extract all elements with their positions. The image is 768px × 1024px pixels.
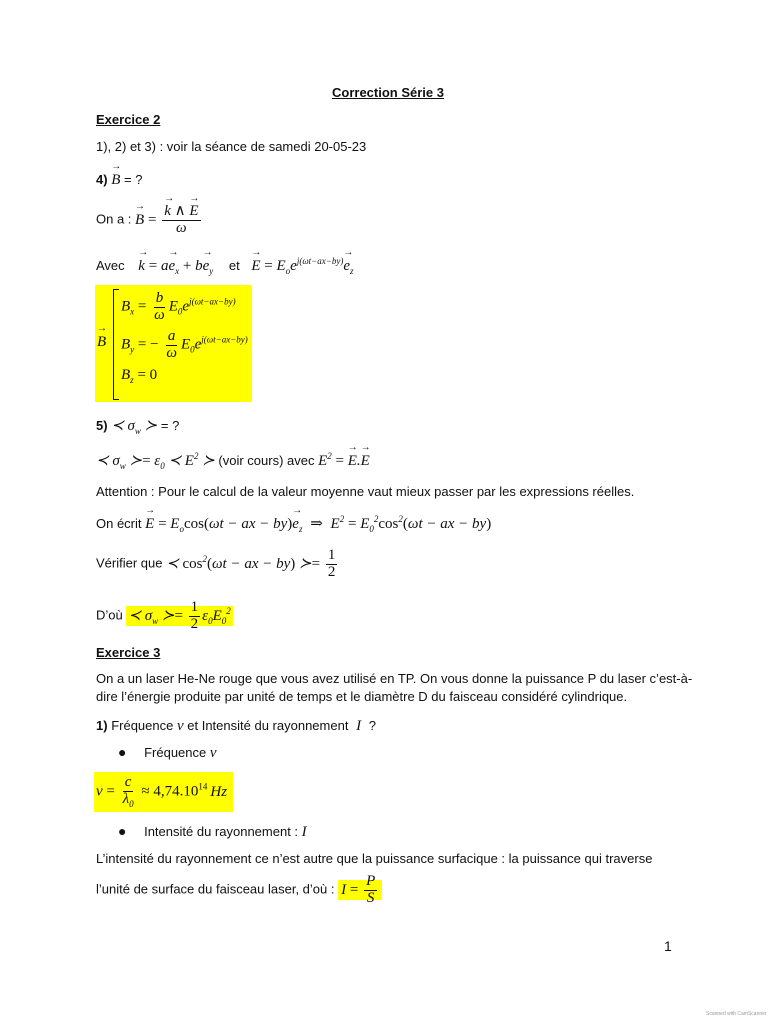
et-label: et [228, 258, 240, 273]
ex2-q4-line: 4) → B = ? [96, 172, 142, 189]
q5-label: 5) [96, 418, 108, 433]
ex3-intro-line1: On a un laser He-Ne rouge que vous avez utilisé en TP. On vous donne la puissance P du laser c’est-à- [96, 671, 693, 686]
frequency-result-highlight: ν = $\frac{c}{\lambda_0}$ ≈ $4,74.10^{14}$ Hz [94, 772, 233, 812]
q1-text-b: et Intensité du rayonnement [187, 718, 349, 733]
ex3-q1-line: 1) Fréquence ν et Intensité du rayonnement I ? [96, 718, 376, 734]
intensity-result-highlight: I = $\frac{P}{S}$ [338, 880, 382, 900]
bz-formula: $B_z = 0$ [121, 367, 158, 385]
on-ecrit-label: On écrit [96, 516, 142, 531]
bullet-icon: ● [118, 744, 127, 760]
avec-label: Avec [96, 258, 125, 273]
intensity-line2-text: l’unité de surface du faisceau laser, d’où : [96, 881, 335, 897]
bx-formula: $B_x$ = $\frac{b}{\omega}$ $E_0e^{j(\omega t-ax-by)}$ [121, 290, 236, 323]
voir-cours-text: (voir cours) avec [218, 453, 315, 468]
q1-label: 1) [96, 718, 108, 733]
ex2-q123-text: 1), 2) et 3) : voir la séance de samedi 20-05-23 [96, 139, 367, 154]
q4-rest: = ? [123, 172, 143, 187]
ex2-verifier-line: Vérifier que ≺ $\cos^2(\omega t$ − ax − by) ≻= $\frac{1}{2}$ [96, 547, 336, 580]
bullet-intensite-label: Intensité du rayonnement : [144, 824, 299, 839]
sigma-result-highlight: ≺ $\sigma_w$ ≻= $\frac{1}{2}$ $\varepsilon_0E_0^2$ [128, 599, 231, 632]
intensity-line1: L’intensité du rayonnement ce n’est autre que la puissance surfacique : la puissance qui traverse [96, 851, 653, 866]
verifier-label: Vérifier que [96, 555, 163, 571]
bullet-frequence: ● Fréquence ν [118, 744, 217, 761]
q1-text-a: Fréquence [111, 718, 174, 733]
ex2-attention-text: Attention : Pour le calcul de la valeur moyenne vaut mieux passer par les expressions réelles. [96, 484, 635, 499]
bullet-intensite: ● Intensité du rayonnement : I [118, 823, 307, 840]
b-components-box: → B $B_x$ = $\frac{b}{\omega}$ $E_0e^{j(\omega t-ax-by)}$ $B_y$ = − $\frac{a}{\omega}$ $E_0e^{j(\omega t-ax-by)}$ $B_z = 0$ [95, 285, 252, 402]
q5-rest: = ? [160, 418, 180, 433]
ex2-avec-line: Avec → $k = a\to e_x + b\to e_y$ et → $E = E_oe^{j(\omega t-ax-by)}\to e_z$ [96, 256, 354, 276]
page-title: Correction Série 3 [332, 85, 444, 100]
on-a-label: On a : [96, 211, 132, 227]
dou-label: D’où [96, 607, 123, 623]
ex2-q5-line: 5) ≺ $\sigma_w$ ≻ = ? [96, 418, 180, 436]
bullet-frequence-label: Fréquence [144, 745, 207, 760]
freq-exp: 14 [198, 781, 208, 792]
ex2-sigma-line: ≺ $\sigma_w$ ≻= $\varepsilon_0$ ≺ $E^2$ ≻ (voir cours) avec $E^2$ = → E.→ E [96, 451, 370, 471]
q1-end: ? [368, 718, 376, 733]
ex2-on-ecrit-line: On écrit → $E = E_o\cos(\omega t$ − ax − $by)\to e_z$ ⇒ $E^2 = E_0^2\cos^2(\omega t$ − ax − by) [96, 514, 491, 534]
ex3-intro-line2: dire l’énergie produite par unité de temps et le diamètre D du faisceau considéré cylindrique. [96, 689, 628, 704]
bracket [113, 289, 119, 400]
exercise-2-heading: Exercice 2 [96, 112, 161, 127]
footer-watermark: Scanned with CamScanner [706, 1011, 767, 1017]
ex2-on-a-line: On a : → B = → $\frac{k \wedge \to E}{\omega}$ [96, 204, 203, 237]
page-number: 1 [664, 938, 672, 954]
exercise-3-heading: Exercice 3 [96, 645, 161, 660]
bullet-icon: ● [118, 823, 127, 839]
freq-value: ≈ 4,74.10 [141, 783, 199, 800]
freq-unit: Hz [210, 783, 228, 800]
by-formula: $B_y$ = − $\frac{a}{\omega}$ $E_0e^{j(\omega t-ax-by)}$ [121, 328, 248, 361]
q4-label: 4) [96, 172, 108, 187]
ex2-dou-line [96, 600, 233, 633]
intensity-line2 [96, 874, 382, 907]
